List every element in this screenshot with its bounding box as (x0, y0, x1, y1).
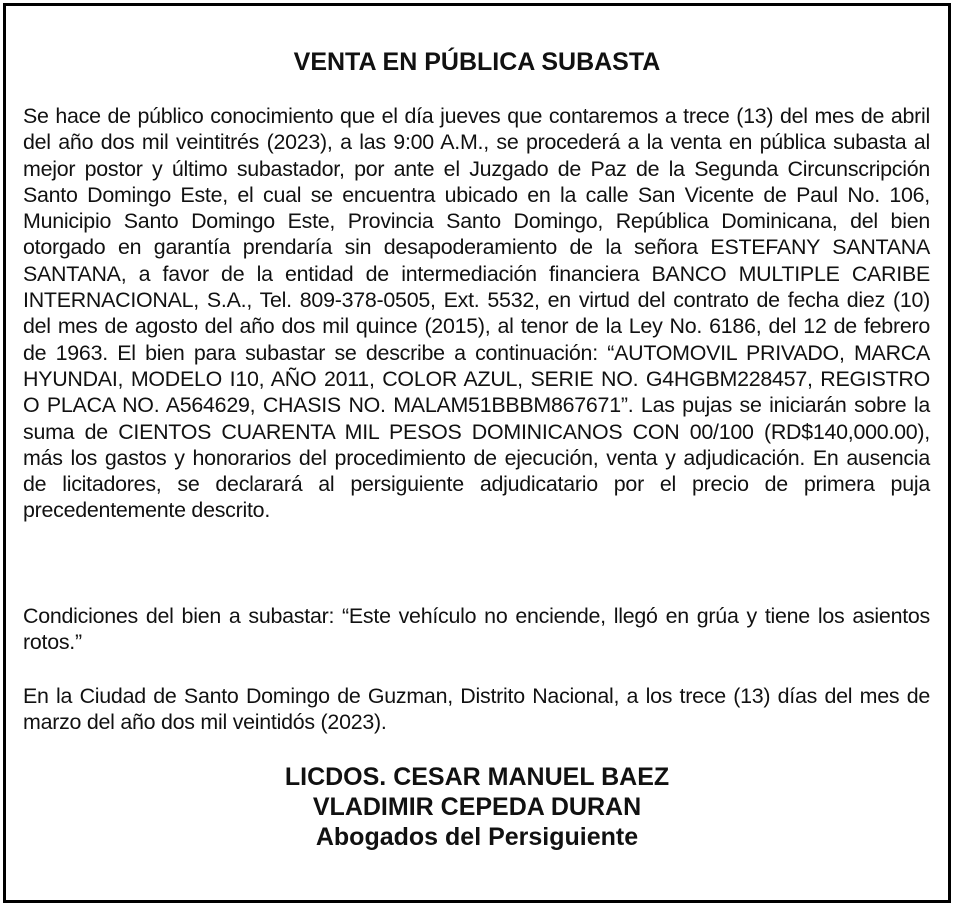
signature-role: Abogados del Persiguiente (315, 823, 639, 851)
notice-title: VENTA EN PÚBLICA SUBASTA (293, 48, 661, 76)
signature-lawyer-2: VLADIMIR CEPEDA DURAN (312, 793, 642, 821)
notice-paragraph-conditions: Condiciones del bien a subastar: “Este vehículo no enciende, llegó en grúa y tiene los asientos rotos.” (23, 604, 930, 655)
signature-lawyer-1: LICDOS. CESAR MANUEL BAEZ (284, 763, 670, 791)
notice-paragraph-date-place: En la Ciudad de Santo Domingo de Guzman, Distrito Nacional, a los trece (13) días del mes de marzo del año dos mil veintidós (2023). (23, 684, 930, 735)
signature-block (6, 762, 948, 852)
legal-notice-box (3, 3, 951, 903)
notice-paragraph-auction-details: Se hace de público conocimiento que el día jueves que contaremos a trece (13) del mes de abril del año dos mil veintitrés (2023), a las 9:00 A.M., se procederá a la venta en pública subasta al mejor postor y último subastador, por ante el Juzgado de Paz de la Segunda Circunscripción Santo Domingo Este, el cual se encuentra ubicado en la calle San Vicente de Paul No. 106, Municipio Santo Domingo Este, Provincia Santo Domingo, República Dominicana, del bien otorgado en garantía prendaría sin desapoderamiento de la señora ESTEFANY SANTANA SANTANA, a favor de la entidad de intermediación financiera BANCO MULTIPLE CARIBE INTERNACIONAL, S.A., Tel. 809-378-0505, Ext. 5532, en virtud del contrato de fecha diez (10) del mes de agosto del año dos mil quince (2015), al tenor de la Ley No. 6186, del 12 de febrero de 1963. El bien para subastar se describe a continuación: “AUTOMOVIL PRIVADO, MARCA HYUNDAI, MODELO I10, AÑO 2011, COLOR AZUL, SERIE NO. G4HGBM228457, REGISTRO O PLACA NO. A564629, CHASIS NO. MALAM51BBBM867671”. Las pujas se iniciarán sobre la suma de CIENTOS CUARENTA MIL PESOS DOMINICANOS CON 00/100 (RD$140,000.00), más los gastos y honorarios del procedimiento de ejecución, venta y adjudicación. En ausencia de licitadores, se declarará al persiguiente adjudicatario por el precio de primera puja precedentemente descrito. (23, 104, 930, 523)
